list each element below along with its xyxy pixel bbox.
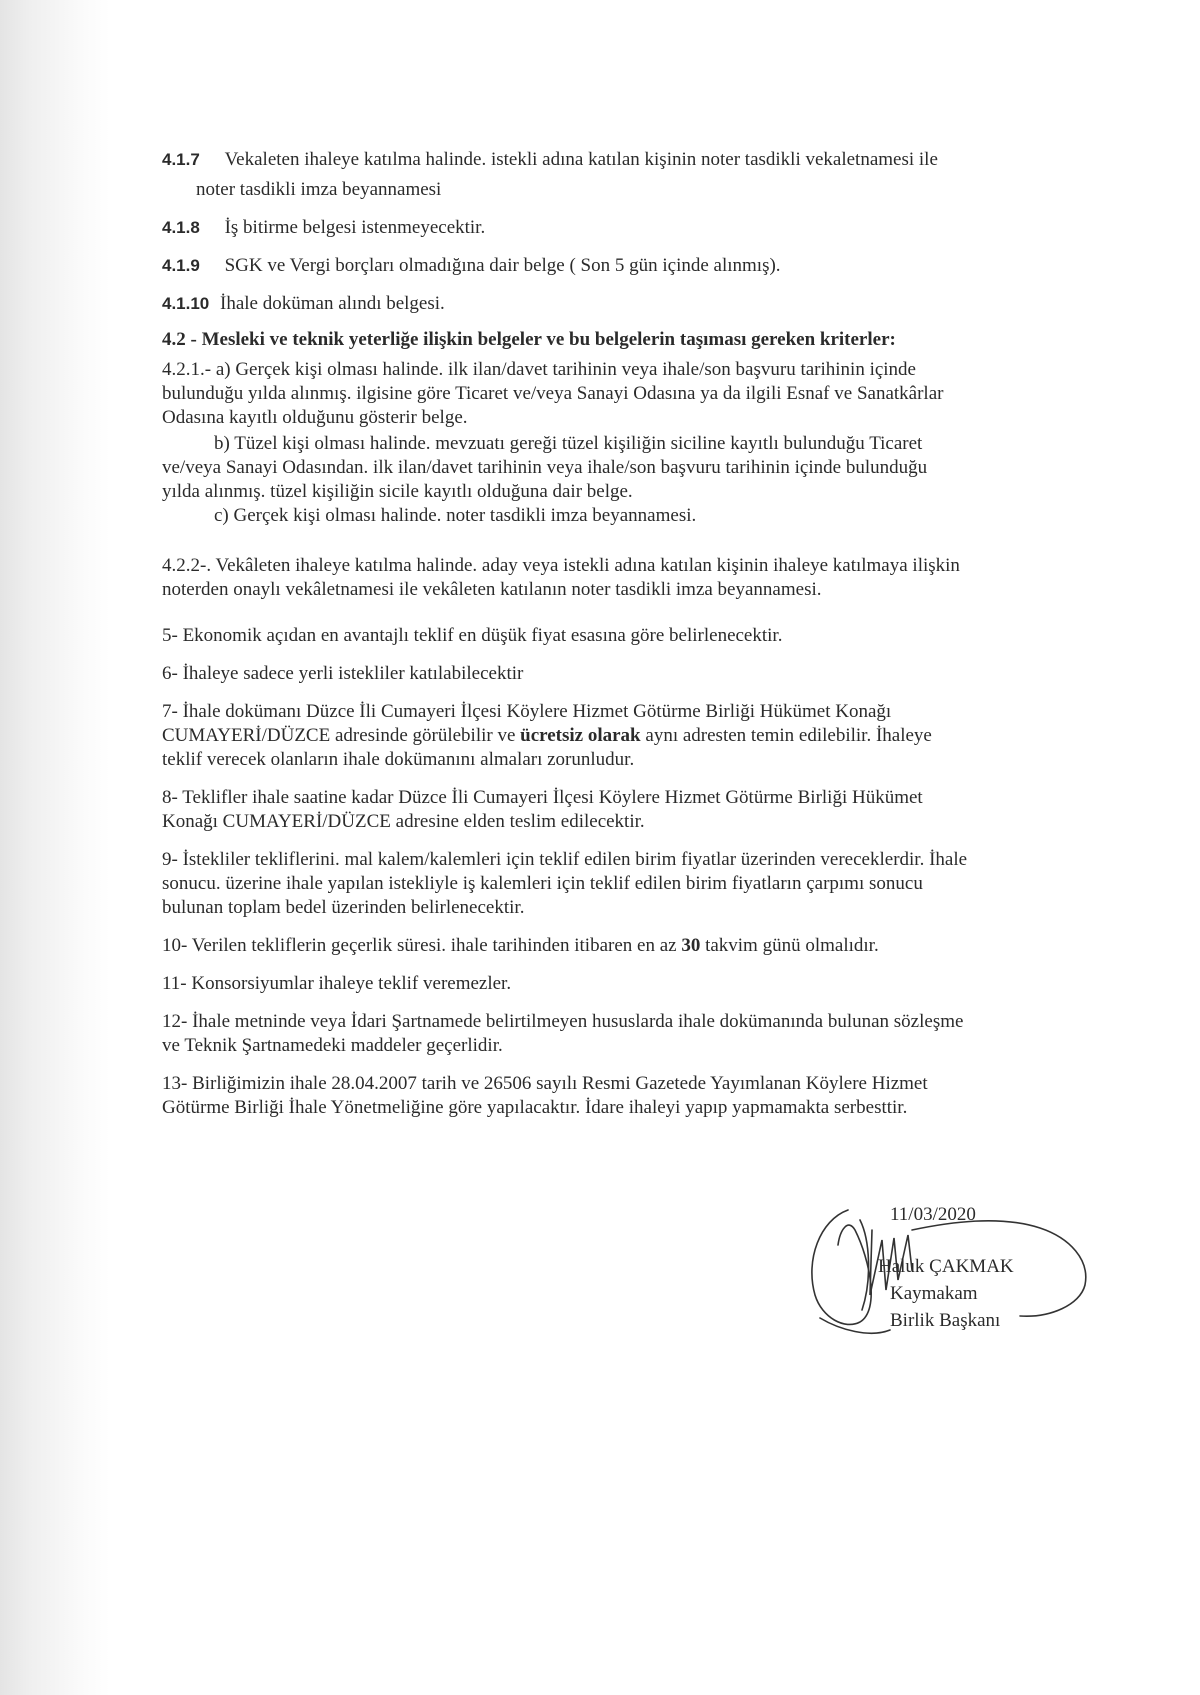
scan-shadow [0, 0, 110, 1695]
item-4-2-1-b-line1: b) Tüzel kişi olması halinde. mevzuatı gereği tüzel kişiliğin siciline kayıtlı bulunduğu Ticaret [214, 433, 923, 454]
item-4-1-7 [162, 148, 1062, 172]
item-9-line3: bulunan toplam bedel üzerinden belirlenecektir. [162, 897, 525, 918]
item-11: 11- Konsorsiyumlar ihaleye teklif veremezler. [162, 973, 512, 994]
document-body [162, 148, 1062, 1120]
item-number: 4.1.7 [162, 150, 200, 169]
item-7-text-a: CUMAYERİ/DÜZCE adresinde görülebilir ve [162, 725, 516, 746]
item-8-line1: 8- Teklifler ihale saatine kadar Düzce İli Cumayeri İlçesi Köylere Hizmet Götürme Birliği Hükümet [162, 787, 923, 808]
item-10-text-a: 10- Verilen tekliflerin geçerlik süresi. ihale tarihinden itibaren en az [162, 935, 677, 956]
item-4-1-8 [162, 216, 1062, 240]
item-9 [162, 848, 1062, 920]
item-text: İhale doküman alındı belgesi. [220, 293, 445, 314]
item-7-line3: teklif verecek olanların ihale dokümanını almaları zorunludur. [162, 749, 635, 770]
item-8 [162, 786, 1062, 834]
item-text: Vekaleten ihaleye katılma halinde. istekli adına katılan kişinin noter tasdikli vekaletnamesi ile [224, 149, 938, 170]
item-4-2-2 [162, 554, 1062, 602]
signature-date: 11/03/2020 [890, 1204, 976, 1225]
signature-role: Birlik Başkanı [890, 1310, 1001, 1331]
item-4-2-1-b-line3: yılda alınmış. tüzel kişiliğin sicile kayıtlı olduğuna dair belge. [162, 481, 633, 502]
signature-name: Haluk ÇAKMAK [878, 1256, 1014, 1277]
item-number: 4.1.9 [162, 256, 200, 275]
item-9-line2: sonucu. üzerine ihale yapılan istekliyle iş kalemleri için teklif edilen birim fiyatların çarpımı sonucu [162, 873, 923, 894]
item-4-2-1-a-line2: bulunduğu yılda alınmış. ilgisine göre Ticaret ve/veya Sanayi Odasına ya da ilgili Esnaf ve Sanatkârlar [162, 383, 944, 404]
item-9-line1: 9- İstekliler tekliflerini. mal kalem/kalemleri için teklif edilen birim fiyatlar üzerinden vereceklerdir. İhale [162, 849, 968, 870]
item-7-text-c: aynı adresten temin edilebilir. İhaleye [645, 725, 932, 746]
item-4-2-1-a-line1: 4.2.1.- a) Gerçek kişi olması halinde. ilk ilan/davet tarihinin veya ihale/son başvuru tarihinin içinde [162, 359, 916, 380]
item-4-1-10 [162, 292, 1062, 316]
item-13-line2: Götürme Birliği İhale Yönetmeliğine göre yapılacaktır. İdare ihaleyi yapıp yapmamakta serbesttir. [162, 1097, 908, 1118]
item-4-1-9 [162, 254, 1062, 278]
item-4-1-7-cont: noter tasdikli imza beyannamesi [196, 179, 442, 200]
section-heading-4-2: 4.2 - Mesleki ve teknik yeterliğe ilişkin belgeler ve bu belgelerin taşıması gereken kriterler: [162, 329, 896, 350]
item-5: 5- Ekonomik açıdan en avantajlı teklif en düşük fiyat esasına göre belirlenecektir. [162, 625, 783, 646]
signature-title: Kaymakam [890, 1283, 978, 1304]
item-10-text-c: takvim günü olmalıdır. [705, 935, 879, 956]
item-text: İş bitirme belgesi istenmeyecektir. [224, 217, 486, 238]
item-4-2-2-line1: 4.2.2-. Vekâleten ihaleye katılma halinde. aday veya istekli adına katılan kişinin ihaleye katılmaya ilişkin [162, 555, 960, 576]
item-13 [162, 1072, 1062, 1120]
item-6: 6- İhaleye sadece yerli istekliler katılabilecektir [162, 663, 524, 684]
item-4-2-2-line2: noterden onaylı vekâletnamesi ile vekâleten katılanın noter tasdikli imza beyannamesi. [162, 579, 822, 600]
item-7-line2 [162, 724, 1062, 748]
item-4-2-1-a-line3: Odasına kayıtlı olduğunu gösterir belge. [162, 407, 468, 428]
item-7-line1: 7- İhale dokümanı Düzce İli Cumayeri İlçesi Köylere Hizmet Götürme Birliği Hükümet Konağı [162, 701, 892, 722]
item-number: 4.1.10 [162, 294, 210, 313]
item-4-2-1-b-line2: ve/veya Sanayi Odasından. ilk ilan/davet tarihinin veya ihale/son başvuru tarihinin içinde bulunduğu [162, 457, 928, 478]
item-7 [162, 700, 1062, 772]
item-12-line2: ve Teknik Şartnamedeki maddeler geçerlidir. [162, 1035, 503, 1056]
item-13-line1: 13- Birliğimizin ihale 28.04.2007 tarih ve 26506 sayılı Resmi Gazetede Yayımlanan Köylere Hizmet [162, 1073, 928, 1094]
item-text: SGK ve Vergi borçları olmadığına dair belge ( Son 5 gün içinde alınmış). [224, 255, 781, 276]
item-8-line2: Konağı CUMAYERİ/DÜZCE adresine elden teslim edilecektir. [162, 811, 645, 832]
item-12-line1: 12- İhale metninde veya İdari Şartnamede belirtilmeyen hususlarda ihale dokümanında bulunan sözleşme [162, 1011, 964, 1032]
item-7-bold-free: ücretsiz olarak [520, 725, 641, 746]
item-4-2-1 [162, 358, 1062, 528]
item-10-bold-days: 30 [681, 935, 701, 956]
item-number: 4.1.8 [162, 218, 200, 237]
item-12 [162, 1010, 1062, 1058]
item-10 [162, 934, 1062, 958]
item-4-2-1-c-line1: c) Gerçek kişi olması halinde. noter tasdikli imza beyannamesi. [214, 505, 697, 526]
